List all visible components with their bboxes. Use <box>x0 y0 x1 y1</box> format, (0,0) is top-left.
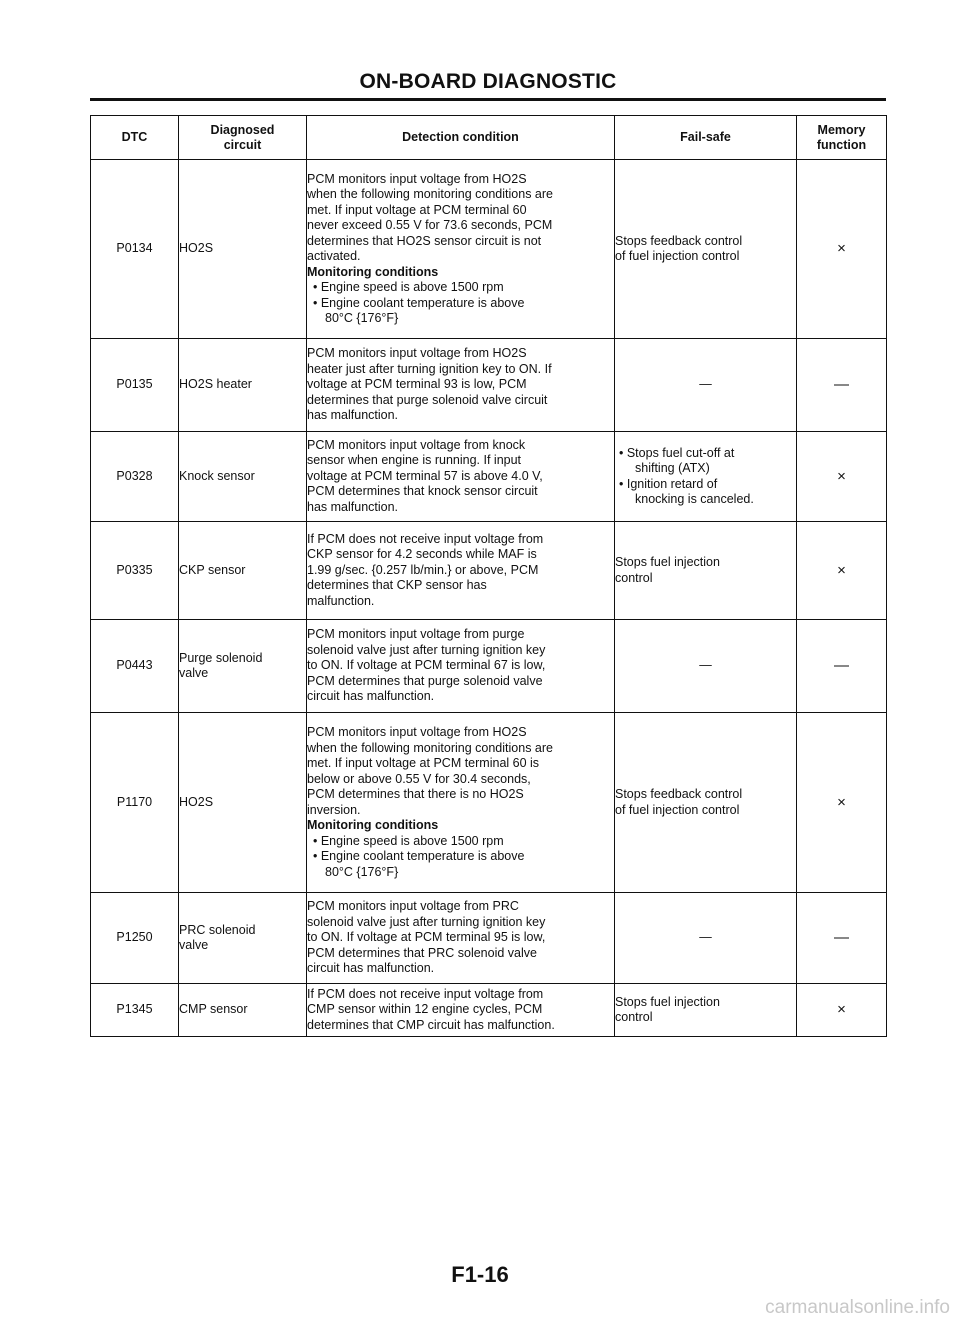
watermark: carmanualsonline.info <box>765 1297 950 1318</box>
cell-fail-safe <box>615 432 797 522</box>
fail-safe-line: Stops fuel injection <box>615 555 720 569</box>
detection-line: met. If input voltage at PCM terminal 60 <box>307 202 527 217</box>
detection-line: met. If input voltage at PCM terminal 60 is <box>307 756 540 770</box>
cell-diagnosed-circuit: CKP sensor <box>179 522 307 620</box>
cell-diagnosed-circuit: HO2S <box>179 713 307 893</box>
detection-line: has malfunction. <box>307 408 399 423</box>
title-rule <box>90 98 886 101</box>
cell-dtc: P0135 <box>91 339 179 432</box>
cell-memory-function: — <box>797 620 887 713</box>
cell-fail-safe: — <box>615 339 797 432</box>
detection-subheading: Monitoring conditions <box>307 818 439 832</box>
table-body <box>91 160 887 1037</box>
detection-line: PCM monitors input voltage from knock <box>307 437 526 452</box>
table-row <box>91 713 887 893</box>
detection-line: heater just after turning ignition key to ON. If <box>307 361 552 376</box>
cell-dtc: P1250 <box>91 893 179 984</box>
cell-memory-function: × <box>797 984 887 1037</box>
detection-line: • Engine speed is above 1500 rpm <box>313 280 504 294</box>
detection-line: 80°C {176°F} <box>325 864 399 879</box>
cell-fail-safe <box>615 713 797 893</box>
detection-line: below or above 0.55 V for 30.4 seconds, <box>307 771 531 786</box>
detection-line: PCM determines that purge solenoid valve <box>307 673 543 688</box>
table-row <box>91 984 887 1037</box>
detection-line: If PCM does not receive input voltage from <box>307 531 544 546</box>
detection-line: PCM monitors input voltage from HO2S <box>307 725 527 739</box>
cell-dtc: P0335 <box>91 522 179 620</box>
table-row <box>91 160 887 339</box>
detection-line: • Engine coolant temperature is above <box>313 849 525 863</box>
detection-line: determines that CMP circuit has malfunction. <box>307 1017 555 1032</box>
table-row <box>91 522 887 620</box>
header-fail-safe: Fail-safe <box>615 116 797 160</box>
fail-safe-line: • Stops fuel cut-off at <box>619 445 735 460</box>
detection-line: PCM monitors input voltage from purge <box>307 627 525 642</box>
table-row <box>91 893 887 984</box>
diagnostic-table <box>90 115 887 1037</box>
header-detection-condition: Detection condition <box>307 116 615 160</box>
detection-line: solenoid valve just after turning ignition key <box>307 914 546 929</box>
detection-line: • Engine speed is above 1500 rpm <box>313 833 504 848</box>
fail-safe-line: control <box>615 1010 653 1024</box>
detection-line: PCM monitors input voltage from HO2S <box>307 346 527 361</box>
detection-line: 1.99 g/sec. {0.257 lb/min.} or above, PCM <box>307 562 539 577</box>
cell-detection-condition <box>307 620 615 713</box>
cell-dtc: P0328 <box>91 432 179 522</box>
cell-fail-safe <box>615 160 797 339</box>
detection-line: CKP sensor for 4.2 seconds while MAF is <box>307 547 537 562</box>
detection-line: PCM determines that there is no HO2S <box>307 787 524 801</box>
detection-line: activated. <box>307 249 361 263</box>
detection-line: inversion. <box>307 802 361 817</box>
cell-detection-condition <box>307 522 615 620</box>
fail-safe-line: control <box>615 570 653 585</box>
detection-line: PCM determines that knock sensor circuit <box>307 484 538 499</box>
cell-detection-condition <box>307 339 615 432</box>
detection-line: to ON. If voltage at PCM terminal 95 is low, <box>307 930 546 945</box>
detection-line: never exceed 0.55 V for 73.6 seconds, PCM <box>307 218 553 232</box>
detection-line: has malfunction. <box>307 499 399 514</box>
detection-line: circuit has malfunction. <box>307 689 435 704</box>
fail-safe-line: Stops feedback control <box>615 787 743 801</box>
cell-fail-safe <box>615 984 797 1037</box>
detection-line: malfunction. <box>307 593 375 608</box>
cell-detection-condition <box>307 713 615 893</box>
cell-dtc: P1345 <box>91 984 179 1037</box>
detection-line: If PCM does not receive input voltage from <box>307 986 544 1001</box>
cell-diagnosed-circuit: PRC solenoid valve <box>179 893 307 984</box>
detection-line: PCM determines that PRC solenoid valve <box>307 945 537 960</box>
cell-detection-condition <box>307 432 615 522</box>
page-title: ON-BOARD DIAGNOSTIC <box>359 70 617 93</box>
detection-line: 80°C {176°F} <box>325 311 399 325</box>
cell-dtc: P0134 <box>91 160 179 339</box>
detection-line: • Engine coolant temperature is above <box>313 295 525 310</box>
fail-safe-line: • Ignition retard of <box>619 476 718 491</box>
detection-line: PCM monitors input voltage from PRC <box>307 899 519 914</box>
cell-detection-condition <box>307 893 615 984</box>
header-memory-function: Memory function <box>797 116 887 160</box>
cell-dtc: P1170 <box>91 713 179 893</box>
detection-line: solenoid valve just after turning ignition key <box>307 642 546 657</box>
cell-diagnosed-circuit: Purge solenoid valve <box>179 620 307 713</box>
cell-memory-function: × <box>797 432 887 522</box>
detection-line: to ON. If voltage at PCM terminal 67 is low, <box>307 658 546 673</box>
detection-line: CMP sensor within 12 engine cycles, PCM <box>307 1002 543 1017</box>
cell-memory-function: × <box>797 160 887 339</box>
detection-line: determines that HO2S sensor circuit is not <box>307 233 542 248</box>
detection-line: when the following monitoring conditions are <box>307 740 553 755</box>
cell-detection-condition <box>307 160 615 339</box>
cell-fail-safe: — <box>615 893 797 984</box>
cell-diagnosed-circuit: HO2S heater <box>179 339 307 432</box>
table-row <box>91 620 887 713</box>
cell-detection-condition <box>307 984 615 1037</box>
cell-memory-function: — <box>797 893 887 984</box>
cell-memory-function: × <box>797 522 887 620</box>
fail-safe-line: of fuel injection control <box>615 802 740 817</box>
cell-diagnosed-circuit: CMP sensor <box>179 984 307 1037</box>
detection-line: determines that purge solenoid valve circuit <box>307 392 548 407</box>
header-diagnosed-circuit: Diagnosed circuit <box>179 116 307 160</box>
fail-safe-line: Stops feedback control <box>615 233 743 248</box>
detection-line: voltage at PCM terminal 57 is above 4.0 V, <box>307 468 543 483</box>
fail-safe-line: Stops fuel injection <box>615 994 720 1009</box>
detection-line: voltage at PCM terminal 93 is low, PCM <box>307 377 527 392</box>
fail-safe-line: knocking is canceled. <box>635 492 754 506</box>
page-number: F1-16 <box>451 1262 509 1287</box>
detection-line: when the following monitoring conditions are <box>307 187 553 201</box>
detection-line: circuit has malfunction. <box>307 961 435 976</box>
fail-safe-line: shifting (ATX) <box>635 461 710 475</box>
cell-dtc: P0443 <box>91 620 179 713</box>
cell-memory-function: — <box>797 339 887 432</box>
cell-fail-safe <box>615 522 797 620</box>
table-row <box>91 432 887 522</box>
detection-line: determines that CKP sensor has <box>307 578 487 593</box>
cell-fail-safe: — <box>615 620 797 713</box>
detection-line: PCM monitors input voltage from HO2S <box>307 171 527 186</box>
cell-diagnosed-circuit: HO2S <box>179 160 307 339</box>
table-header-row <box>91 116 887 160</box>
detection-subheading: Monitoring conditions <box>307 264 439 279</box>
cell-memory-function: × <box>797 713 887 893</box>
detection-line: sensor when engine is running. If input <box>307 453 522 468</box>
fail-safe-line: of fuel injection control <box>615 249 740 263</box>
table-row <box>91 339 887 432</box>
cell-diagnosed-circuit: Knock sensor <box>179 432 307 522</box>
header-dtc: DTC <box>91 116 179 160</box>
